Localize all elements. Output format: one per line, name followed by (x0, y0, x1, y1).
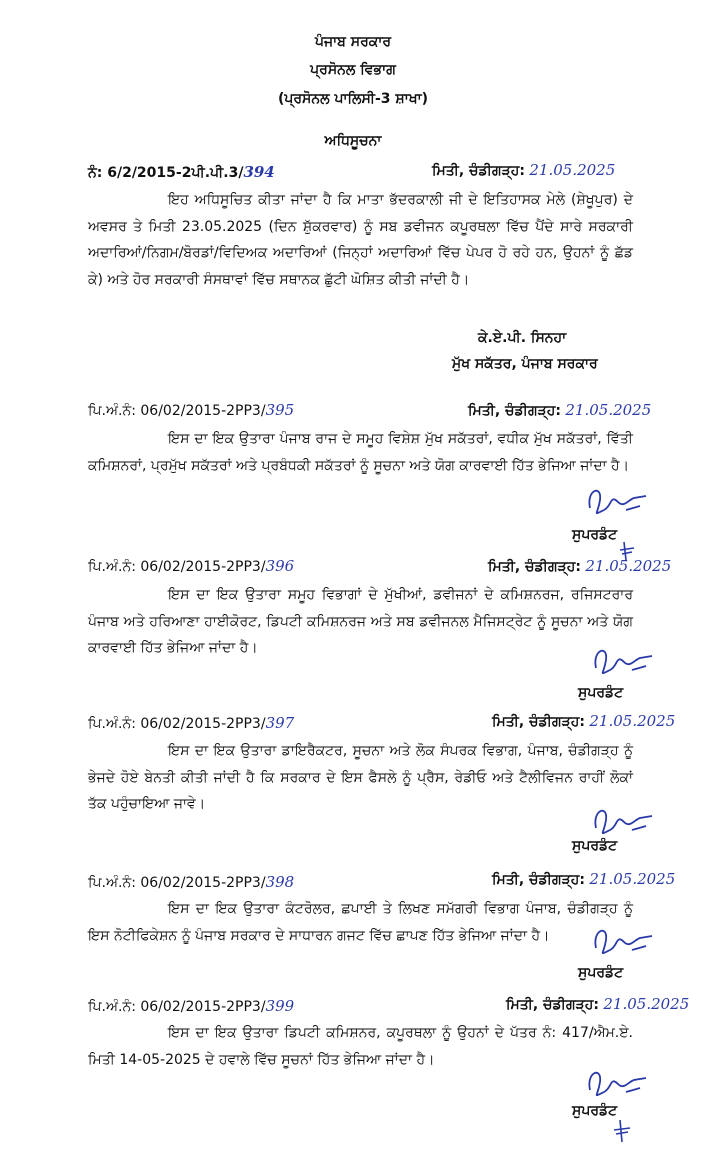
endorsement-ref-prefix: ਪਿ.ਅੰ.ਨੰ: 06/02/2015-2PP3/ (88, 716, 266, 732)
endorsement-date (468, 401, 651, 419)
notification-ref-prefix: ਨੰ: 6/2/2015-2ਪੀ.ਪੀ.3/ (88, 165, 244, 181)
signature-mark (582, 480, 652, 530)
endorsement-date (506, 995, 689, 1013)
endorsement-ref-prefix: ਪਿ.ਅੰ.ਨੰ: 06/02/2015-2PP3/ (88, 403, 266, 419)
signatory-name: ਕੇ.ਏ.ਪੀ. ਸਿਨਹਾ (478, 330, 567, 346)
notification-date-value: 21.05.2025 (529, 161, 616, 179)
signature-mark (588, 920, 658, 970)
signatory-superintendent: ਸੁਪਰਡੰਟ (572, 838, 618, 854)
endorsement-ref-number: 399 (265, 997, 295, 1015)
endorsement-date (492, 712, 675, 730)
signature-mark (588, 640, 658, 690)
endorsement-date-value: 21.05.2025 (565, 401, 652, 419)
endorsement-date-value: 21.05.2025 (585, 557, 672, 575)
endorsement-date-label: ਮਿਤੀ, ਚੰਡੀਗੜ੍ਹ: (488, 559, 581, 575)
endorsement-body: ਇਸ ਦਾ ਇਕ ਉਤਾਰਾ ਸਮੂਹ ਵਿਭਾਗਾਂ ਦੇ ਮੁੱਖੀਆਂ, ਡਵੀਜਨਾਂ ਦੇ ਕਮਿਸ਼ਨਰਜ, ਰਜਿਸਟਰਾਰ ਪੰਜਾਬ ਅਤੇ ਹਰਿਆਣਾ ਹਾਈਕੋਰਟ, ਡਿਪਟੀ ਕਮਿਸ਼ਨਰਜ ਅਤੇ ਸਬ ਡਵੀਜਨਲ ਮੈਜਿਸਟ੍ਰੇਟ ਨੂੰ ਸੂਚਨਾ ਅਤੇ ਯੋਗ ਕਾਰਵਾਈ ਹਿੱਤ ਭੇਜਿਆ ਜਾਂਦਾ ਹੈ। (88, 587, 633, 656)
endorsement-date (492, 870, 675, 888)
signatory-title: ਮੁੱਖ ਸਕੱਤਰ, ਪੰਜਾਬ ਸਰਕਾਰ (452, 356, 598, 372)
endorsement-ref (88, 714, 294, 732)
notification-date (432, 161, 615, 179)
signatory-superintendent: ਸੁਪਰਡੰਟ (578, 965, 624, 981)
signatory-superintendent: ਸੁਪਰਡੰਟ (578, 685, 624, 701)
endorsement-ref-number: 395 (265, 401, 295, 419)
endorsement-ref-prefix: ਪਿ.ਅੰ.ਨੰ: 06/02/2015-2PP3/ (88, 999, 266, 1015)
endorsement-date-value: 21.05.2025 (589, 712, 676, 730)
endorsement-ref-number: 397 (265, 714, 295, 732)
endorsement-date-label: ਮਿਤੀ, ਚੰਡੀਗੜ੍ਹ: (492, 714, 585, 730)
notification-ref (88, 163, 275, 181)
endorsement-body: ਇਸ ਦਾ ਇਕ ਉਤਾਰਾ ਡਿਪਟੀ ਕਮਿਸ਼ਨਰ, ਕਪੂਰਥਲਾ ਨੂੰ ਉਹਨਾਂ ਦੇ ਪੱਤਰ ਨੰ: 417/ਐਮ.ਏ. ਮਿਤੀ 14-05-2025 ਦੇ ਹਵਾਲੇ ਵਿੱਚ ਸੂਚਨਾਂ ਹਿੱਤ ਭੇਜਿਆ ਜਾਂਦਾ ਹੈ। (88, 1025, 633, 1068)
endorsement-body: ਇਸ ਦਾ ਇਕ ਉਤਾਰਾ ਪੰਜਾਬ ਰਾਜ ਦੇ ਸਮੂਹ ਵਿਸ਼ੇਸ਼ ਮੁੱਖ ਸਕੱਤਰਾਂ, ਵਧੀਕ ਮੁੱਖ ਸਕੱਤਰਾਂ, ਵਿੱਤੀ ਕਮਿਸ਼ਨਰਾਂ, ਪ੍ਰਮੁੱਖ ਸਕੱਤਰਾਂ ਅਤੇ ਪ੍ਰਬੰਧਕੀ ਸਕੱਤਰਾਂ ਨੂੰ ਸੂਚਨਾ ਅਤੇ ਯੋਗ ਕਾਰਵਾਈ ਹਿੱਤ ਭੇਜਿਆ ਜਾਂਦਾ ਹੈ। (88, 431, 633, 474)
endorsement-date-label: ਮਿਤੀ, ਚੰਡੀਗੜ੍ਹ: (506, 997, 599, 1013)
endorsement-date (488, 557, 671, 575)
initial-mark (612, 1118, 634, 1144)
endorsement-body: ਇਸ ਦਾ ਇਕ ਉਤਾਰਾ ਕੰਟਰੋਲਰ, ਛਪਾਈ ਤੇ ਲਿਖਣ ਸਮੱਗਰੀ ਵਿਭਾਗ ਪੰਜਾਬ, ਚੰਡੀਗੜ੍ਹ ਨੂੰ ਇਸ ਨੋਟੀਫਿਕੇਸ਼ਨ ਨੂੰ ਪੰਜਾਬ ਸਰਕਾਰ ਦੇ ਸਾਧਾਰਨ ਗਜਟ ਵਿੱਚ ਛਾਪਣ ਹਿੱਤ ਭੇਜਿਆ ਜਾਂਦਾ ਹੈ। (88, 901, 633, 944)
endorsement-ref-prefix: ਪਿ.ਅੰ.ਨੰ: 06/02/2015-2PP3/ (88, 559, 266, 575)
endorsement-date-label: ਮਿਤੀ, ਚੰਡੀਗੜ੍ਹ: (468, 403, 561, 419)
endorsement-ref-number: 398 (265, 873, 295, 891)
signatory-superintendent: ਸੁਪਰਡੰਟ (572, 1103, 618, 1119)
signatory-superintendent: ਸੁਪਰਡੰਟ (572, 527, 618, 543)
notification-date-label: ਮਿਤੀ, ਚੰਡੀਗੜ੍ਹ: (432, 163, 525, 179)
notification-body: ਇਹ ਅਧਿਸੂਚਿਤ ਕੀਤਾ ਜਾਂਦਾ ਹੈ ਕਿ ਮਾਤਾ ਭੱਦਰਕਾਲੀ ਜੀ ਦੇ ਇਤਿਹਾਸਕ ਮੇਲੇ (ਸ਼ੇਖੂਪੁਰ) ਦੇ ਅਵਸਰ ਤੇ ਮਿਤੀ 23.05.2025 (ਦਿਨ ਸ਼ੁੱਕਰਵਾਰ) ਨੂੰ ਸਬ ਡਵੀਜਨ ਕਪੂਰਥਲਾ ਵਿੱਚ ਪੈਂਦੇ ਸਾਰੇ ਸਰਕਾਰੀ ਅਦਾਰਿਆਂ/ਨਿਗਮ/ਬੋਰਡਾਂ/ਵਿਦਿਅਕ ਅਦਾਰਿਆਂ (ਜਿਨ੍ਹਾਂ ਅਦਾਰਿਆਂ ਵਿੱਚ ਪੇਪਰ ਹੋ ਰਹੇ ਹਨ, ਉਹਨਾਂ ਨੂੰ ਛੱਡ ਕੇ) ਅਤੇ ਹੋਰ ਸਰਕਾਰੀ ਸੰਸਥਾਵਾਂ ਵਿੱਚ ਸਥਾਨਕ ਛੁੱਟੀ ਘੋਸ਼ਿਤ ਕੀਤੀ ਜਾਂਦੀ ਹੈ। (88, 192, 633, 288)
endorsement-ref (88, 997, 294, 1015)
notification-ref-number: 394 (243, 163, 275, 181)
endorsement-ref (88, 401, 294, 419)
endorsement-body: ਇਸ ਦਾ ਇਕ ਉਤਾਰਾ ਡਾਇਰੈਕਟਰ, ਸੂਚਨਾ ਅਤੇ ਲੋਕ ਸੰਪਰਕ ਵਿਭਾਗ, ਪੰਜਾਬ, ਚੰਡੀਗੜ੍ਹ ਨੂੰ ਭੇਜਦੇ ਹੋਏ ਬੇਨਤੀ ਕੀਤੀ ਜਾਂਦੀ ਹੈ ਕਿ ਸਰਕਾਰ ਦੇ ਇਸ ਫੈਸਲੇ ਨੂੰ ਪ੍ਰੈਸ, ਰੇਡੀਓ ਅਤੇ ਟੈਲੀਵਿਜਨ ਰਾਹੀਂ ਲੋਕਾਂ ਤੱਕ ਪਹੁੰਚਾਇਆ ਜਾਵੇ। (88, 743, 633, 812)
endorsement-ref (88, 557, 294, 575)
notification-title: ਅਧਿਸੂਚਨਾ (324, 133, 382, 149)
endorsement-ref-prefix: ਪਿ.ਅੰ.ਨੰ: 06/02/2015-2PP3/ (88, 875, 266, 891)
endorsement-date-value: 21.05.2025 (603, 995, 690, 1013)
header-line-1: ਪੰਜਾਬ ਸਰਕਾਰ (314, 34, 392, 50)
endorsement-ref (88, 873, 294, 891)
header-line-2: ਪ੍ਰਸੋਨਲ ਵਿਭਾਗ (310, 62, 396, 78)
header-line-3: (ਪ੍ਰਸੋਨਲ ਪਾਲਿਸੀ-3 ਸ਼ਾਖਾ) (277, 91, 429, 107)
endorsement-date-value: 21.05.2025 (589, 870, 676, 888)
endorsement-date-label: ਮਿਤੀ, ਚੰਡੀਗੜ੍ਹ: (492, 872, 585, 888)
endorsement-ref-number: 396 (265, 557, 295, 575)
